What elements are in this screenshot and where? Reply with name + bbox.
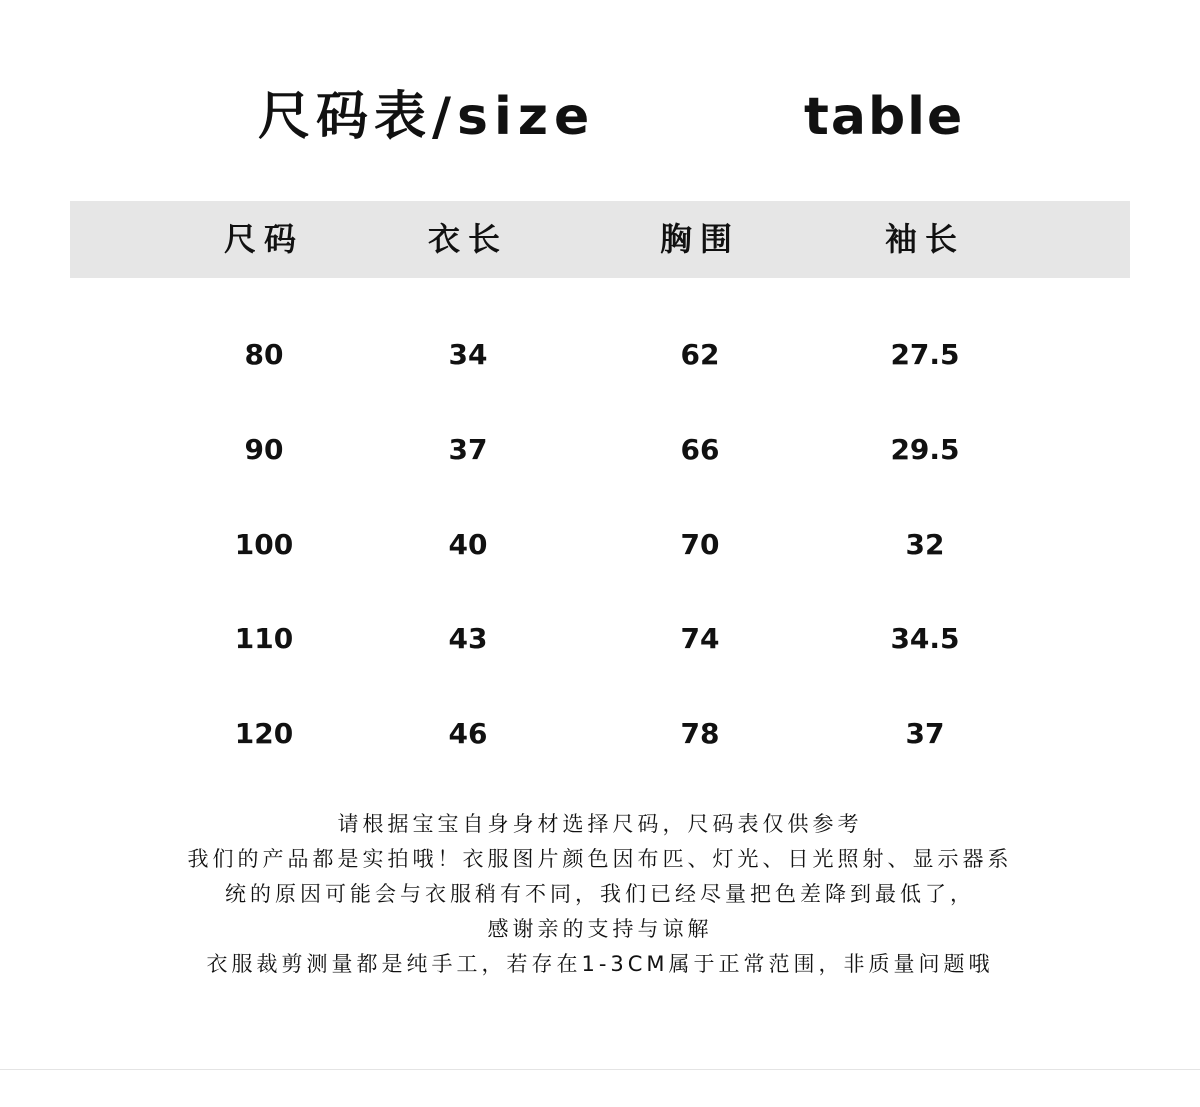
column-header-chest: 胸围 (659, 220, 740, 258)
page-title: 尺码表/size (258, 87, 596, 147)
table-cell-size: 90 (244, 433, 284, 466)
color-disclaimer-note: 我们的产品都是实拍哦！衣服图片颜色因布匹、灯光、日光照射、显示器系 (187, 847, 1013, 871)
table-cell-chest: 66 (680, 433, 720, 466)
table-cell-sleeve: 32 (905, 528, 945, 561)
thanks-note: 感谢亲的支持与谅解 (487, 917, 713, 941)
table-cell-length: 34 (448, 338, 488, 371)
color-disclaimer-note-continued: 统的原因可能会与衣服稍有不同，我们已经尽量把色差降到最低了， (225, 882, 975, 906)
table-cell-chest: 74 (680, 622, 720, 655)
table-cell-size: 120 (234, 717, 294, 750)
column-header-size: 尺码 (223, 220, 304, 258)
column-header-length: 衣长 (427, 220, 508, 258)
table-cell-size: 100 (234, 528, 294, 561)
table-cell-chest: 70 (680, 528, 720, 561)
bottom-divider (0, 1069, 1200, 1070)
table-cell-length: 43 (448, 622, 488, 655)
size-advice-note: 请根据宝宝自身身材选择尺码，尺码表仅供参考 (337, 812, 863, 836)
table-cell-length: 37 (448, 433, 488, 466)
table-cell-sleeve: 27.5 (890, 338, 960, 371)
page-title-suffix: table (804, 87, 965, 147)
table-cell-size: 80 (244, 338, 284, 371)
table-cell-sleeve: 34.5 (890, 622, 960, 655)
table-cell-sleeve: 29.5 (890, 433, 960, 466)
table-cell-sleeve: 37 (905, 717, 945, 750)
column-header-sleeve: 袖长 (884, 220, 965, 258)
measurement-tolerance-note: 衣服裁剪测量都是纯手工，若存在1-3CM属于正常范围，非质量问题哦 (206, 952, 994, 976)
table-cell-length: 40 (448, 528, 488, 561)
table-cell-chest: 78 (680, 717, 720, 750)
table-cell-chest: 62 (680, 338, 720, 371)
table-cell-length: 46 (448, 717, 488, 750)
table-cell-size: 110 (234, 622, 294, 655)
